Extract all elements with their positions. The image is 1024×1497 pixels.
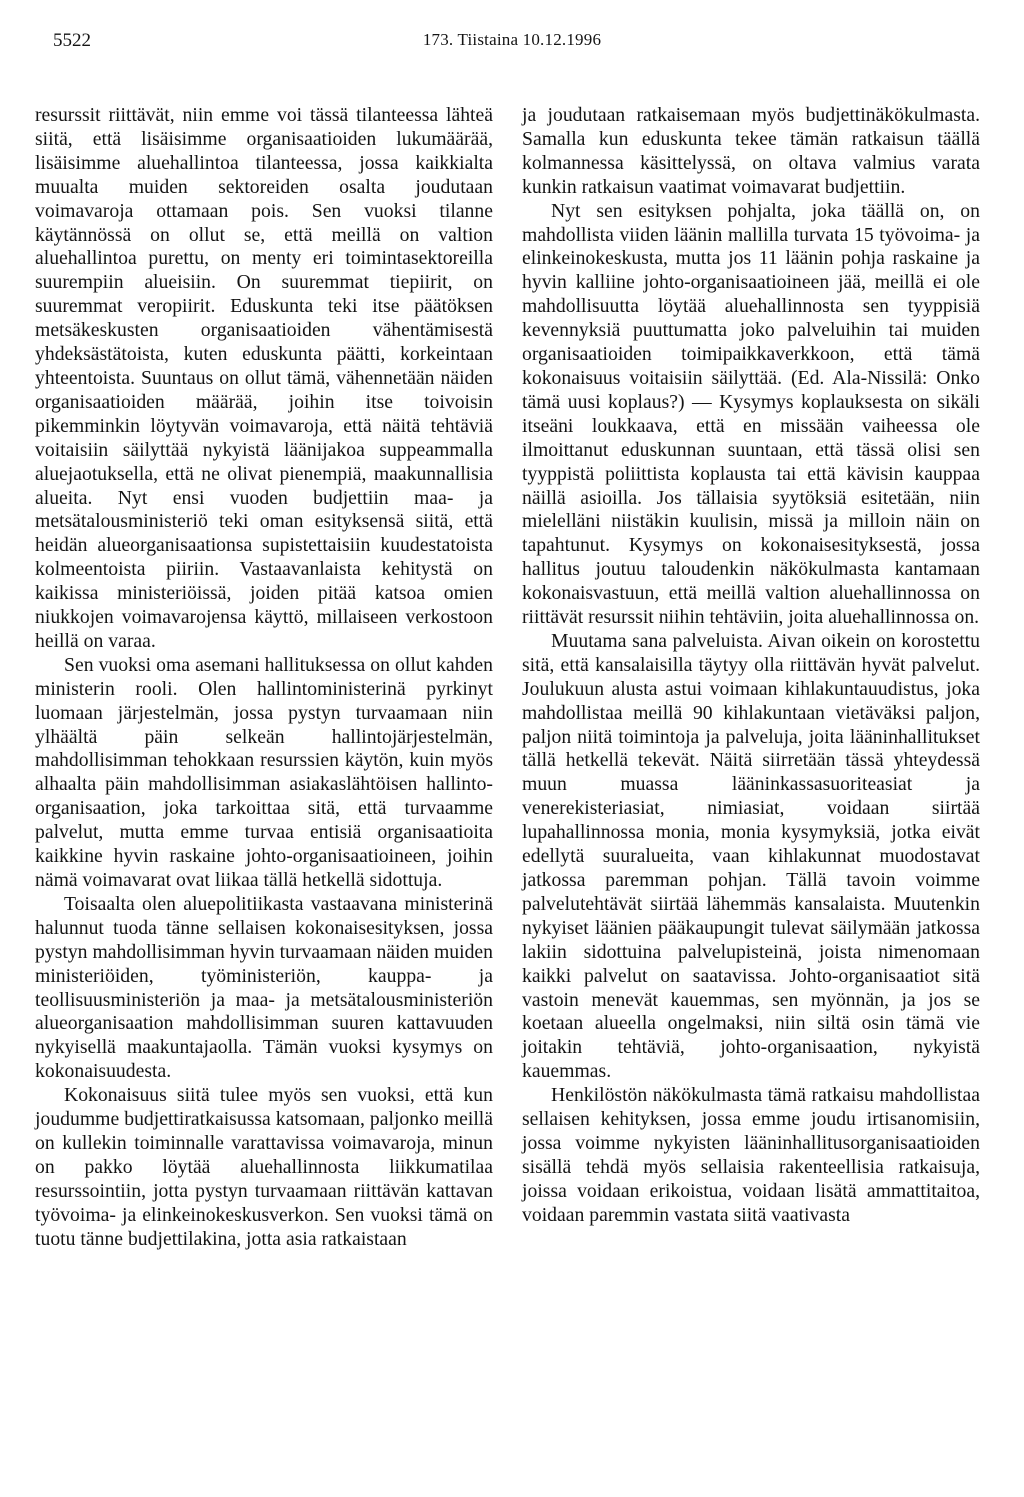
paragraph: Sen vuoksi oma asemani hallituksessa on ollut kahden ministerin rooli. Olen hallintoministerinä pyrkinyt luomaan järjestelmän, jossa pystyn turvaamaan niin ylhäältä päin selkeän hallintojärjestelmän, mahdollisimman tehokkaan resurssien käytön, kuin myös alhaalta päin mahdollisimman asiakaslähtöisen hallinto-organisaation, joka tarkoittaa sitä, että turvaamme palvelut, mutta emme turvaa entisiä organisaatioita kaikkine hyvin raskaine johto-organisaatioineen, joihin nämä voimavarat ovat liikaa tällä hetkellä sidottuja. [35, 653, 493, 891]
paragraph: resurssit riittävät, niin emme voi tässä tilanteessa lähteä siitä, että lisäisimme organisaatioiden lukumäärää, lisäisimme aluehallintoa tilanteessa, jossa kaikkialta muualta muiden sektoreiden osalta joudutaan voimavaroja ottamaan pois. Sen vuoksi tilanne käytännössä on ollut se, että meillä on valtion aluehallintoa purettu, on menty eri toimintasektoreilla suurempiin alueisiin. On suuremmat tiepiirit, on suuremmat veropiirit. Eduskunta teki itse päätöksen metsäkeskusten organisaatioiden vähentämisestä yhdeksästätoista, kuten eduskunta päätti, korkeintaan yhteentoista. Suuntaus on ollut tämä, vähennetään näiden organisaatioiden määrää, joihin itse toivoisin pikemminkin löytyvän voimavaroja, että näitä tehtäviä voitaisiin säilyttää nykyistä läänijakoa suppeammalla aluejaotuksella, että ne olivat pienempiä, maakunnallisia alueita. Nyt ensi vuoden budjettiin maa- ja metsätalousministeriö teki oman esityksensä siitä, että heidän alueorganisaationsa supistettaisiin kuudestatoista kolmeentoista piiriin. Vastaavanlaista kehitystä on kaikissa ministeriöissä, joiden pitää katsoa omien niukkojen voimavarojensa käyttö, millaiseen verkostoon heillä on varaa. [35, 104, 493, 652]
paragraph: Muutama sana palveluista. Aivan oikein on korostettu sitä, että kansalaisilla täytyy olla riittävän hyvät palvelut. Joulukuun alusta astui voimaan kihlakuntauudistus, joka mahdollistaa meillä 90 kihlakuntaan vietäväksi paljon, paljon niitä toimintoja ja palveluja, joita lääninhallitukset tällä hetkellä tekevät. Näitä siirretään tässä yhteydessä muun muassa lääninkassasuoriteasiat ja venerekisteriasiat, nimiasiat, voidaan siirtää lupahallinnossa monia, monia kysymyksiä, jotka eivät edellytä suuralueita, vaan kihlakunnat muodostavat jatkossa paremman pohjan. Tällä tavoin voimme palvelutehtävät siirtää lähemmäs kansalaista. Muutenkin nykyiset läänien pääkaupungit tulevat säilymään jatkossa lakiin sidottuina palvelupisteinä, joista nimenomaan kaikki palvelut on saatavissa. Johto-organisaatiot sitä vastoin menevät kauemmas, sen myönnän, ja jos se koetaan alueella ongelmaksi, niin siltä osin tämä vie joitakin tehtäviä, johto-organisaation, nykyistä kauemmas. [522, 629, 980, 1083]
page-header [0, 30, 1024, 60]
paragraph: ja joudutaan ratkaisemaan myös budjettinäkökulmasta. Samalla kun eduskunta tekee tämän ratkaisun täällä kolmannessa käsittelyssä, on oltava valmius varata kunkin ratkaisun vaatimat voimavarat budjettiin. [522, 104, 980, 198]
session-title: 173. Tiistaina 10.12.1996 [422, 30, 602, 49]
paragraph: Nyt sen esityksen pohjalta, joka täällä on, on mahdollista viiden läänin mallilla turvata 15 työvoima- ja elinkeinokeskusta, mutta jos 11 läänin pohja raskaine ja hyvin kalliine johto-organisaatioineen jää, meillä ei ole mahdollisuutta löytää aluehallinnosta sen tyyppisiä kevennyksiä puuttumatta joko palveluihin tai muiden organisaatioiden toimipaikkaverkkoon, että tämä kokonaisuus voitaisiin säilyttää. (Ed. Ala-Nissilä: Onko tämä uusi koplaus?) — Kysymys koplauksesta on sikäli itseäni loukkaava, että en missään vaiheessa ole ilmoittanut eduskunnan suuntaan, että tässä olisi sen tyyppistä poliittista koplausta tai että kävisin kauppaa näillä asioilla. Jos tällaisia syytöksiä esitetään, niin mielelläni niistäkin kuulisin, missä ja milloin näin on tapahtunut. Kysymys on kokonaisesityksestä, jossa hallitus joutuu taloudenkin näkökulmasta kantamaan kokonaisvastuun, että meillä valtion aluehallinnossa on riittävät resurssit niihin tehtäviin, joita aluehallinnossa on. [522, 199, 980, 629]
paragraph: Kokonaisuus siitä tulee myös sen vuoksi, että kun joudumme budjettiratkaisussa katsomaan, paljonko meillä on kullekin toiminnalle varattavissa voimavaroja, minun on pakko löytää aluehallinnosta liikkumatilaa resurssointiin, jotta pystyn turvaamaan riittävän kattavan työvoima- ja elinkeinokeskusverkon. Sen vuoksi tämä on tuotu tänne budjettilakina, jotta asia ratkaistaan [35, 1084, 493, 1250]
paragraph: Toisaalta olen aluepolitiikasta vastaavana ministerinä halunnut tuoda tänne sellaisen kokonaisesityksen, jossa pystyn mahdollisimman hyvin turvaamaan näiden muiden ministeriöiden, työministeriön, kauppa- ja teollisuusministeriön ja maa- ja metsätalousministeriön alueorganisaation mahdollisimman suuren kattavuuden nykyisellä maakuntajaolla. Tämän vuoksi kysymys on kokonaisuudesta. [35, 892, 493, 1083]
paragraph: Henkilöstön näkökulmasta tämä ratkaisu mahdollistaa sellaisen kehityksen, jossa emme joudu irtisanomisiin, jossa voimme nykyisten lääninhallitusorganisaatioiden sisällä tehdä myös sellaisia rakenteellisia ratkaisuja, joissa voidaan erikoistua, voidaan lisätä ammattitaitoa, voidaan paremmin vastata siitä vaativasta [522, 1084, 980, 1226]
right-column [522, 104, 980, 1228]
left-column [35, 104, 493, 1252]
page-number: 5522 [53, 30, 91, 51]
